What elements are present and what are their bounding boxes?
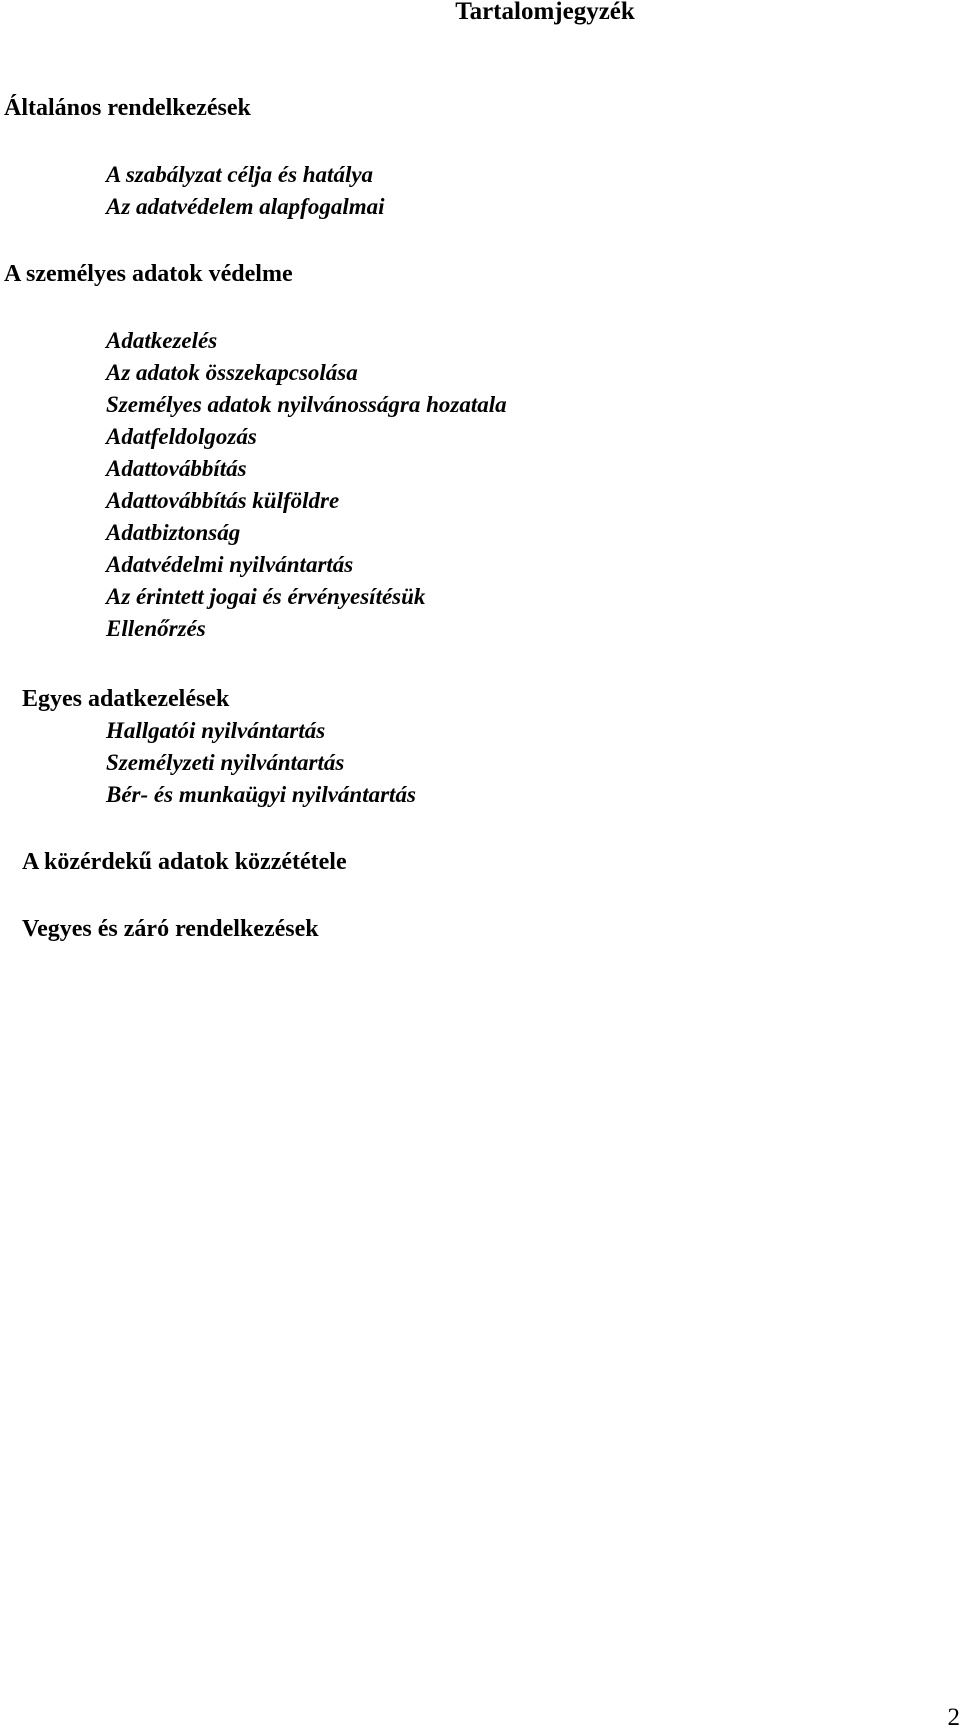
page-title: Tartalomjegyzék	[455, 0, 635, 25]
toc-heading-personal-data-protection: A személyes adatok védelme	[4, 261, 293, 287]
toc-item-publication-of-personal-data: Személyes adatok nyilvánosságra hozatala	[106, 392, 507, 417]
toc-heading-public-data: A közérdekű adatok közzététele	[22, 849, 347, 875]
toc-item-data-security: Adatbiztonság	[106, 520, 241, 545]
toc-item-data-processing: Adatkezelés	[106, 328, 218, 353]
toc-item-data-protection-concepts: Az adatvédelem alapfogalmai	[106, 194, 385, 219]
toc-heading-final-provisions: Vegyes és záró rendelkezések	[22, 916, 319, 942]
toc-item-data-transfer-abroad: Adattovábbítás külföldre	[106, 488, 340, 513]
toc-item-data-transfer: Adattovábbítás	[106, 456, 247, 481]
toc-item-student-register: Hallgatói nyilvántartás	[106, 718, 326, 743]
toc-item-data-linking: Az adatok összekapcsolása	[106, 360, 358, 385]
toc-item-data-processing-services: Adatfeldolgozás	[106, 424, 257, 449]
toc-item-payroll-register: Bér- és munkaügyi nyilvántartás	[106, 782, 416, 807]
toc-item-data-subject-rights: Az érintett jogai és érvényesítésük	[106, 584, 426, 609]
toc-item-purpose-and-scope: A szabályzat célja és hatálya	[106, 162, 374, 187]
toc-item-inspection: Ellenőrzés	[106, 616, 206, 641]
toc-heading-general-provisions: Általános rendelkezések	[4, 95, 251, 121]
toc-heading-specific-data-processing: Egyes adatkezelések	[22, 686, 230, 712]
toc-item-staff-register: Személyzeti nyilvántartás	[106, 750, 345, 775]
toc-item-data-protection-register: Adatvédelmi nyilvántartás	[106, 552, 354, 577]
page-number: 2	[947, 1704, 960, 1731]
